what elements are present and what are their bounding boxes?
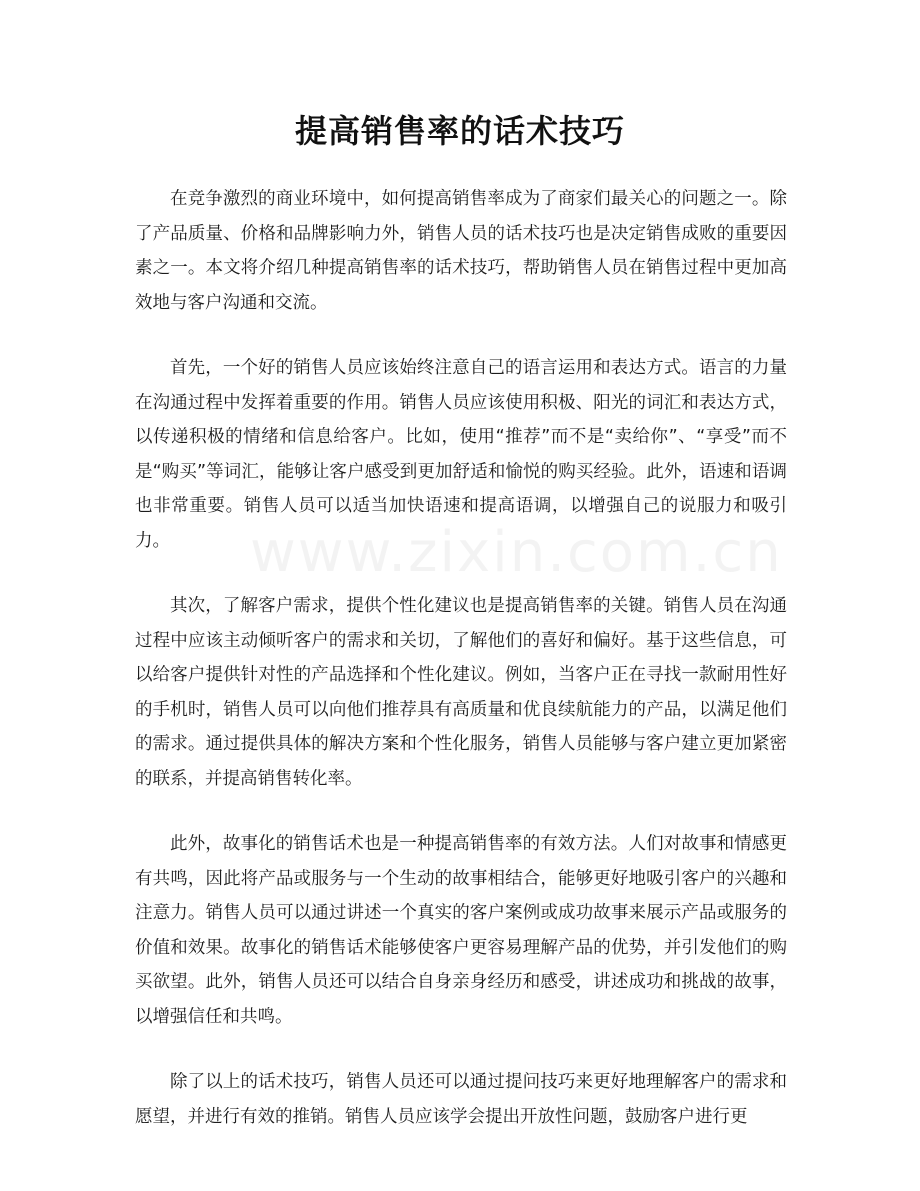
paragraph-language: 首先，一个好的销售人员应该始终注意自己的语言运用和表达方式。语言的力量在沟通过程中发挥着重要的作用。销售人员应该使用积极、阳光的词汇和表达方式，以传递积极的情绪和信息给客户。比如，使用“推荐”而不是“卖给你”、“享受”而不是“购买”等词汇，能够让客户感受到更加舒适和愉悦的购买经验。此外，语速和语调也非常重要。销售人员可以适当加快语速和提高语调，以增强自己的说服力和吸引力。 bbox=[135, 358, 787, 551]
paragraph-customer-needs: 其次，了解客户需求，提供个性化建议也是提高销售率的关键。销售人员在沟通过程中应该主动倾听客户的需求和关切，了解他们的喜好和偏好。基于这些信息，可以给客户提供针对性的产品选择和个性化建议。例如，当客户正在寻找一款耐用性好的手机时，销售人员可以向他们推荐具有高质量和优良续航能力的产品，以满足他们的需求。通过提供具体的解决方案和个性化服务，销售人员能够与客户建立更加紧密的联系，并提高销售转化率。 bbox=[135, 596, 787, 789]
paragraph-questioning: 除了以上的话术技巧，销售人员还可以通过提问技巧来更好地理解客户的需求和愿望，并进行有效的推销。销售人员应该学会提出开放性问题，鼓励客户进行更 bbox=[135, 1072, 787, 1127]
watermark: www.zixin.com.cn bbox=[250, 520, 783, 585]
document-title: 提高销售率的话术技巧 bbox=[294, 112, 625, 150]
document-body bbox=[135, 182, 787, 1165]
paragraph-storytelling: 此外，故事化的销售话术也是一种提高销售率的有效方法。人们对故事和情感更有共鸣，因此将产品或服务与一个生动的故事相结合，能够更好地吸引客户的兴趣和注意力。销售人员可以通过讲述一个真实的客户案例或成功故事来展示产品或服务的价值和效果。故事化的销售话术能够使客户更容易理解产品的优势，并引发他们的购买欲望。此外，销售人员还可以结合自身亲身经历和感受，讲述成功和挑战的故事，以增强信任和共鸣。 bbox=[135, 834, 787, 1027]
paragraph-intro: 在竞争激烈的商业环境中，如何提高销售率成为了商家们最关心的问题之一。除了产品质量、价格和品牌影响力外，销售人员的话术技巧也是决定销售成败的重要因素之一。本文将介绍几种提高销售率的话术技巧，帮助销售人员在销售过程中更加高效地与客户沟通和交流。 bbox=[135, 189, 787, 313]
